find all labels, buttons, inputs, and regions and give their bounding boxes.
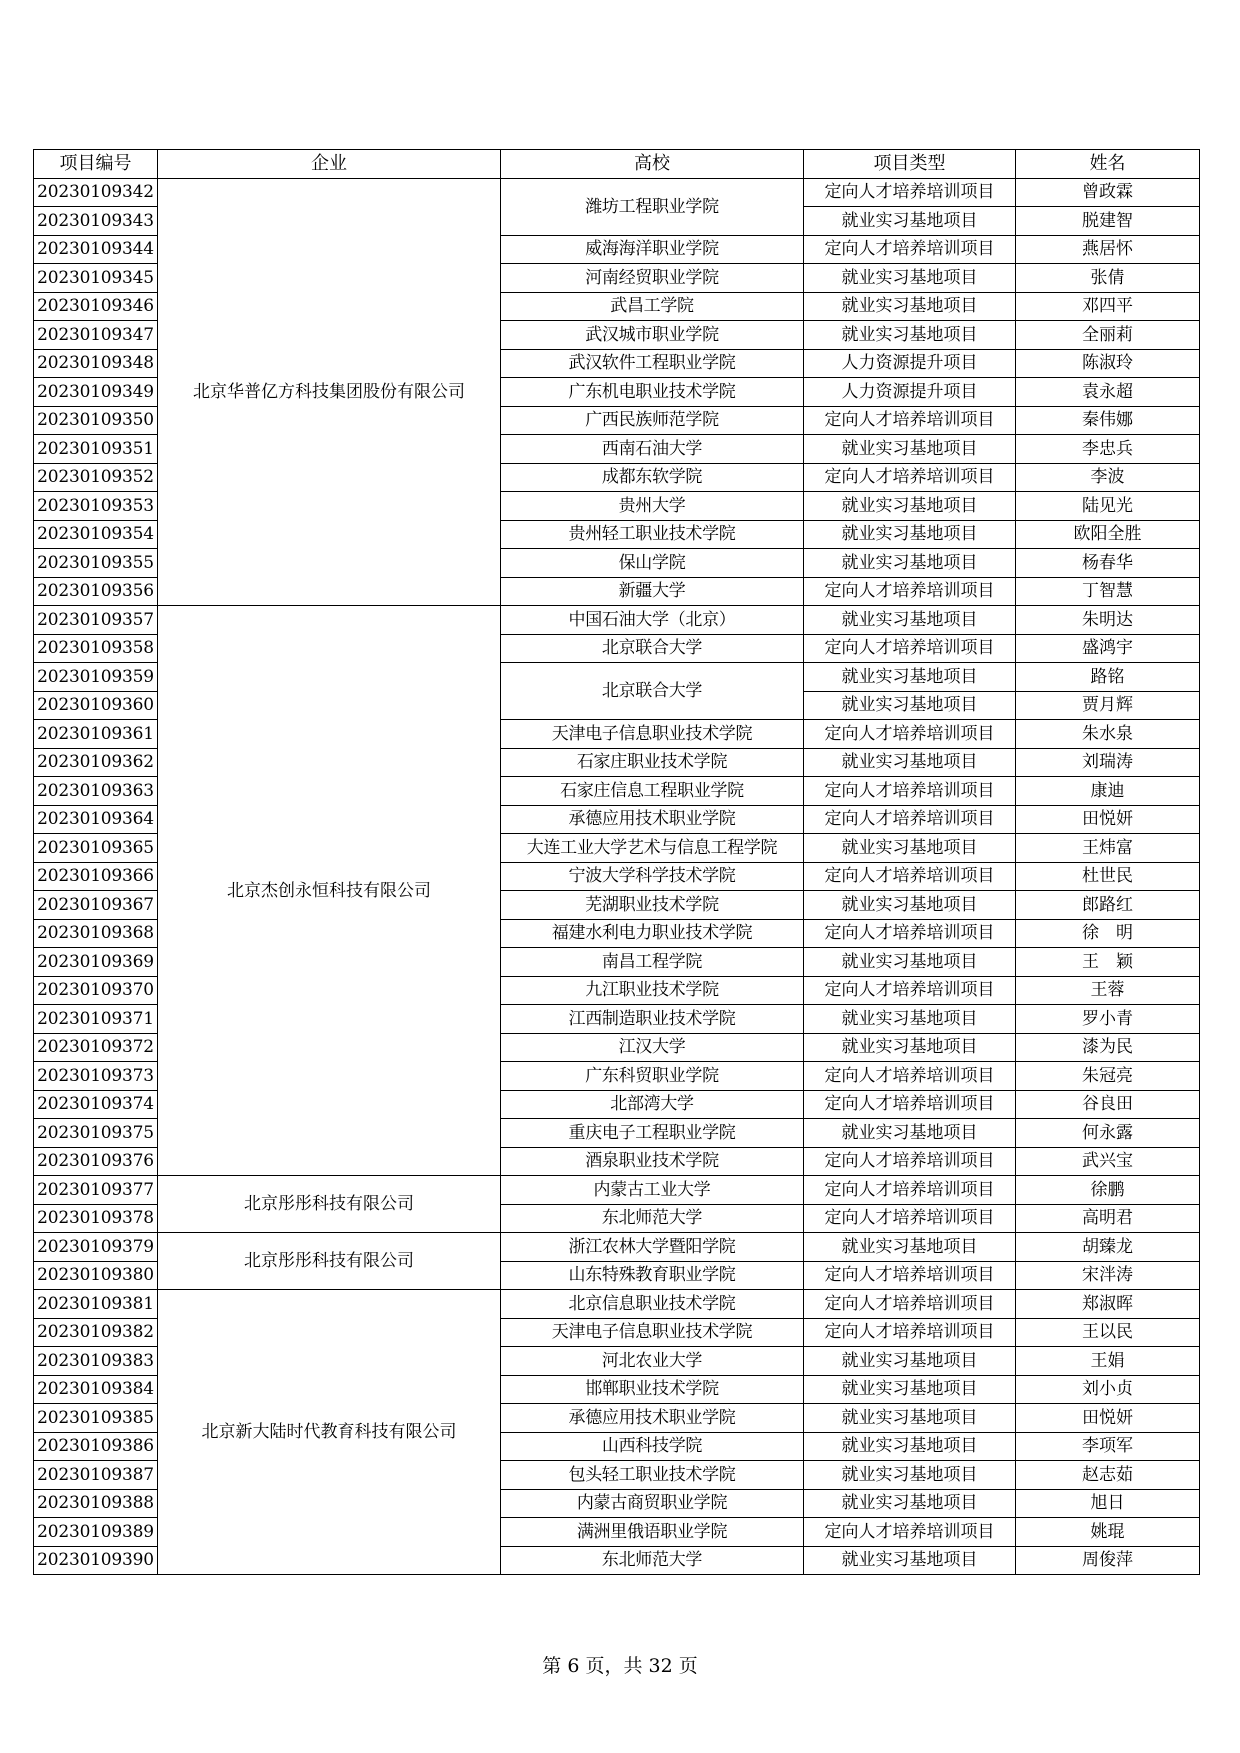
project-type-cell: 就业实习基地项目 — [804, 1233, 1016, 1262]
person-name-cell: 邓四平 — [1016, 292, 1200, 321]
project-type-cell: 就业实习基地项目 — [804, 321, 1016, 350]
project-id-cell: 20230109368 — [34, 919, 158, 948]
person-name-cell: 康迪 — [1016, 777, 1200, 806]
project-id-cell: 20230109362 — [34, 748, 158, 777]
table-body — [34, 178, 1200, 1575]
project-id-cell: 20230109372 — [34, 1033, 158, 1062]
project-id-cell: 20230109348 — [34, 349, 158, 378]
school-cell: 内蒙古商贸职业学院 — [501, 1489, 804, 1518]
project-id-cell: 20230109387 — [34, 1461, 158, 1490]
project-id-cell: 20230109352 — [34, 463, 158, 492]
school-cell: 河南经贸职业学院 — [501, 264, 804, 293]
project-id-cell: 20230109374 — [34, 1090, 158, 1119]
person-name-cell: 徐 明 — [1016, 919, 1200, 948]
project-id-cell: 20230109366 — [34, 862, 158, 891]
school-cell: 潍坊工程职业学院 — [501, 178, 804, 235]
project-type-cell: 就业实习基地项目 — [804, 691, 1016, 720]
table-row — [34, 1290, 1200, 1319]
project-type-cell: 就业实习基地项目 — [804, 1375, 1016, 1404]
person-name-cell: 郎路红 — [1016, 891, 1200, 920]
project-type-cell: 定向人才培养培训项目 — [804, 406, 1016, 435]
project-id-cell: 20230109360 — [34, 691, 158, 720]
project-id-cell: 20230109354 — [34, 520, 158, 549]
person-name-cell: 罗小青 — [1016, 1005, 1200, 1034]
project-type-cell: 定向人才培养培训项目 — [804, 777, 1016, 806]
project-type-cell: 定向人才培养培训项目 — [804, 1176, 1016, 1205]
header-id: 项目编号 — [34, 150, 158, 179]
project-type-cell: 定向人才培养培训项目 — [804, 1518, 1016, 1547]
project-type-cell: 就业实习基地项目 — [804, 1005, 1016, 1034]
school-cell: 包头轻工职业技术学院 — [501, 1461, 804, 1490]
table-row — [34, 606, 1200, 635]
project-type-cell: 就业实习基地项目 — [804, 1119, 1016, 1148]
project-id-cell: 20230109389 — [34, 1518, 158, 1547]
school-cell: 广东机电职业技术学院 — [501, 378, 804, 407]
project-type-cell: 就业实习基地项目 — [804, 1546, 1016, 1575]
person-name-cell: 田悦妍 — [1016, 805, 1200, 834]
project-type-cell: 就业实习基地项目 — [804, 948, 1016, 977]
project-type-cell: 就业实习基地项目 — [804, 1404, 1016, 1433]
person-name-cell: 朱冠亮 — [1016, 1062, 1200, 1091]
school-cell: 江汉大学 — [501, 1033, 804, 1062]
project-id-cell: 20230109383 — [34, 1347, 158, 1376]
project-type-cell: 就业实习基地项目 — [804, 435, 1016, 464]
project-type-cell: 定向人才培养培训项目 — [804, 1204, 1016, 1233]
company-cell: 北京彤彤科技有限公司 — [158, 1233, 501, 1290]
person-name-cell: 赵志茹 — [1016, 1461, 1200, 1490]
table-row — [34, 1233, 1200, 1262]
project-id-cell: 20230109371 — [34, 1005, 158, 1034]
project-type-cell: 定向人才培养培训项目 — [804, 919, 1016, 948]
school-cell: 北部湾大学 — [501, 1090, 804, 1119]
school-cell: 承德应用技术职业学院 — [501, 1404, 804, 1433]
school-cell: 威海海洋职业学院 — [501, 235, 804, 264]
person-name-cell: 王蓉 — [1016, 976, 1200, 1005]
page-footer: 第 6 页，共 32 页 — [542, 1655, 698, 1677]
person-name-cell: 朱明达 — [1016, 606, 1200, 635]
school-cell: 山西科技学院 — [501, 1432, 804, 1461]
school-cell: 武汉软件工程职业学院 — [501, 349, 804, 378]
person-name-cell: 秦伟娜 — [1016, 406, 1200, 435]
person-name-cell: 袁永超 — [1016, 378, 1200, 407]
school-cell: 邯郸职业技术学院 — [501, 1375, 804, 1404]
project-id-cell: 20230109347 — [34, 321, 158, 350]
project-id-cell: 20230109350 — [34, 406, 158, 435]
person-name-cell: 李忠兵 — [1016, 435, 1200, 464]
school-cell: 东北师范大学 — [501, 1204, 804, 1233]
person-name-cell: 田悦妍 — [1016, 1404, 1200, 1433]
company-cell: 北京彤彤科技有限公司 — [158, 1176, 501, 1233]
project-id-cell: 20230109357 — [34, 606, 158, 635]
school-cell: 天津电子信息职业技术学院 — [501, 720, 804, 749]
project-id-cell: 20230109377 — [34, 1176, 158, 1205]
project-id-cell: 20230109358 — [34, 634, 158, 663]
school-cell: 贵州大学 — [501, 492, 804, 521]
school-cell: 武汉城市职业学院 — [501, 321, 804, 350]
person-name-cell: 徐鹏 — [1016, 1176, 1200, 1205]
project-type-cell: 就业实习基地项目 — [804, 1033, 1016, 1062]
project-type-cell: 定向人才培养培训项目 — [804, 1147, 1016, 1176]
person-name-cell: 贾月辉 — [1016, 691, 1200, 720]
person-name-cell: 张倩 — [1016, 264, 1200, 293]
project-type-cell: 定向人才培养培训项目 — [804, 720, 1016, 749]
project-id-cell: 20230109384 — [34, 1375, 158, 1404]
person-name-cell: 王 颖 — [1016, 948, 1200, 977]
project-type-cell: 定向人才培养培训项目 — [804, 1290, 1016, 1319]
project-type-cell: 就业实习基地项目 — [804, 834, 1016, 863]
project-id-cell: 20230109349 — [34, 378, 158, 407]
project-type-cell: 就业实习基地项目 — [804, 264, 1016, 293]
person-name-cell: 刘瑞涛 — [1016, 748, 1200, 777]
school-cell: 中国石油大学（北京） — [501, 606, 804, 635]
project-type-cell: 定向人才培养培训项目 — [804, 235, 1016, 264]
school-cell: 西南石油大学 — [501, 435, 804, 464]
person-name-cell: 王娟 — [1016, 1347, 1200, 1376]
project-id-cell: 20230109380 — [34, 1261, 158, 1290]
school-cell: 满洲里俄语职业学院 — [501, 1518, 804, 1547]
person-name-cell: 杜世民 — [1016, 862, 1200, 891]
project-id-cell: 20230109381 — [34, 1290, 158, 1319]
person-name-cell: 王以民 — [1016, 1318, 1200, 1347]
school-cell: 天津电子信息职业技术学院 — [501, 1318, 804, 1347]
school-cell: 北京联合大学 — [501, 663, 804, 720]
header-name: 姓名 — [1016, 150, 1200, 179]
project-id-cell: 20230109342 — [34, 178, 158, 207]
school-cell: 承德应用技术职业学院 — [501, 805, 804, 834]
school-cell: 内蒙古工业大学 — [501, 1176, 804, 1205]
person-name-cell: 何永露 — [1016, 1119, 1200, 1148]
school-cell: 浙江农林大学暨阳学院 — [501, 1233, 804, 1262]
project-id-cell: 20230109388 — [34, 1489, 158, 1518]
header-type: 项目类型 — [804, 150, 1016, 179]
school-cell: 保山学院 — [501, 549, 804, 578]
company-cell: 北京杰创永恒科技有限公司 — [158, 606, 501, 1176]
school-cell: 九江职业技术学院 — [501, 976, 804, 1005]
project-type-cell: 定向人才培养培训项目 — [804, 805, 1016, 834]
person-name-cell: 脱建智 — [1016, 207, 1200, 236]
project-type-cell: 就业实习基地项目 — [804, 606, 1016, 635]
project-id-cell: 20230109378 — [34, 1204, 158, 1233]
project-type-cell: 定向人才培养培训项目 — [804, 976, 1016, 1005]
person-name-cell: 刘小贞 — [1016, 1375, 1200, 1404]
project-type-cell: 就业实习基地项目 — [804, 748, 1016, 777]
person-name-cell: 李项军 — [1016, 1432, 1200, 1461]
school-cell: 南昌工程学院 — [501, 948, 804, 977]
project-id-cell: 20230109355 — [34, 549, 158, 578]
person-name-cell: 武兴宝 — [1016, 1147, 1200, 1176]
school-cell: 重庆电子工程职业学院 — [501, 1119, 804, 1148]
person-name-cell: 漆为民 — [1016, 1033, 1200, 1062]
project-type-cell: 定向人才培养培训项目 — [804, 463, 1016, 492]
person-name-cell: 旭日 — [1016, 1489, 1200, 1518]
person-name-cell: 郑淑晖 — [1016, 1290, 1200, 1319]
project-id-cell: 20230109373 — [34, 1062, 158, 1091]
project-id-cell: 20230109369 — [34, 948, 158, 977]
person-name-cell: 宋泮涛 — [1016, 1261, 1200, 1290]
project-type-cell: 人力资源提升项目 — [804, 378, 1016, 407]
project-id-cell: 20230109376 — [34, 1147, 158, 1176]
project-id-cell: 20230109359 — [34, 663, 158, 692]
project-type-cell: 就业实习基地项目 — [804, 292, 1016, 321]
school-cell: 成都东软学院 — [501, 463, 804, 492]
project-id-cell: 20230109363 — [34, 777, 158, 806]
project-type-cell: 定向人才培养培训项目 — [804, 1261, 1016, 1290]
project-type-cell: 就业实习基地项目 — [804, 1461, 1016, 1490]
project-type-cell: 人力资源提升项目 — [804, 349, 1016, 378]
header-school: 高校 — [501, 150, 804, 179]
project-table — [33, 149, 1200, 1575]
person-name-cell: 李波 — [1016, 463, 1200, 492]
school-cell: 江西制造职业技术学院 — [501, 1005, 804, 1034]
school-cell: 广东科贸职业学院 — [501, 1062, 804, 1091]
person-name-cell: 燕居怀 — [1016, 235, 1200, 264]
project-type-cell: 就业实习基地项目 — [804, 492, 1016, 521]
project-type-cell: 就业实习基地项目 — [804, 1489, 1016, 1518]
project-id-cell: 20230109385 — [34, 1404, 158, 1433]
school-cell: 宁波大学科学技术学院 — [501, 862, 804, 891]
project-id-cell: 20230109345 — [34, 264, 158, 293]
project-type-cell: 就业实习基地项目 — [804, 207, 1016, 236]
person-name-cell: 丁智慧 — [1016, 577, 1200, 606]
person-name-cell: 曾政霖 — [1016, 178, 1200, 207]
school-cell: 福建水利电力职业技术学院 — [501, 919, 804, 948]
project-id-cell: 20230109361 — [34, 720, 158, 749]
project-type-cell: 定向人才培养培训项目 — [804, 634, 1016, 663]
company-cell: 北京新大陆时代教育科技有限公司 — [158, 1290, 501, 1575]
school-cell: 大连工业大学艺术与信息工程学院 — [501, 834, 804, 863]
person-name-cell: 陈淑玲 — [1016, 349, 1200, 378]
school-cell: 贵州轻工职业技术学院 — [501, 520, 804, 549]
project-id-cell: 20230109364 — [34, 805, 158, 834]
project-id-cell: 20230109344 — [34, 235, 158, 264]
project-type-cell: 定向人才培养培训项目 — [804, 1318, 1016, 1347]
school-cell: 武昌工学院 — [501, 292, 804, 321]
header-company: 企业 — [158, 150, 501, 179]
project-type-cell: 定向人才培养培训项目 — [804, 1090, 1016, 1119]
project-id-cell: 20230109365 — [34, 834, 158, 863]
company-cell: 北京华普亿方科技集团股份有限公司 — [158, 178, 501, 606]
project-type-cell: 就业实习基地项目 — [804, 1347, 1016, 1376]
project-type-cell: 定向人才培养培训项目 — [804, 862, 1016, 891]
school-cell: 北京联合大学 — [501, 634, 804, 663]
person-name-cell: 谷良田 — [1016, 1090, 1200, 1119]
person-name-cell: 朱水泉 — [1016, 720, 1200, 749]
project-id-cell: 20230109382 — [34, 1318, 158, 1347]
school-cell: 河北农业大学 — [501, 1347, 804, 1376]
person-name-cell: 周俊萍 — [1016, 1546, 1200, 1575]
school-cell: 新疆大学 — [501, 577, 804, 606]
school-cell: 石家庄职业技术学院 — [501, 748, 804, 777]
project-id-cell: 20230109375 — [34, 1119, 158, 1148]
project-id-cell: 20230109356 — [34, 577, 158, 606]
project-id-cell: 20230109379 — [34, 1233, 158, 1262]
school-cell: 北京信息职业技术学院 — [501, 1290, 804, 1319]
project-type-cell: 定向人才培养培训项目 — [804, 577, 1016, 606]
project-type-cell: 就业实习基地项目 — [804, 549, 1016, 578]
table-row — [34, 178, 1200, 207]
project-id-cell: 20230109390 — [34, 1546, 158, 1575]
school-cell: 广西民族师范学院 — [501, 406, 804, 435]
project-id-cell: 20230109353 — [34, 492, 158, 521]
school-cell: 山东特殊教育职业学院 — [501, 1261, 804, 1290]
project-id-cell: 20230109343 — [34, 207, 158, 236]
project-id-cell: 20230109370 — [34, 976, 158, 1005]
person-name-cell: 全丽莉 — [1016, 321, 1200, 350]
person-name-cell: 姚琨 — [1016, 1518, 1200, 1547]
school-cell: 酒泉职业技术学院 — [501, 1147, 804, 1176]
project-type-cell: 定向人才培养培训项目 — [804, 178, 1016, 207]
person-name-cell: 高明君 — [1016, 1204, 1200, 1233]
project-type-cell: 就业实习基地项目 — [804, 520, 1016, 549]
project-type-cell: 就业实习基地项目 — [804, 663, 1016, 692]
person-name-cell: 路铭 — [1016, 663, 1200, 692]
school-cell: 芜湖职业技术学院 — [501, 891, 804, 920]
person-name-cell: 欧阳全胜 — [1016, 520, 1200, 549]
project-type-cell: 就业实习基地项目 — [804, 891, 1016, 920]
person-name-cell: 盛鸿宇 — [1016, 634, 1200, 663]
person-name-cell: 杨春华 — [1016, 549, 1200, 578]
project-id-cell: 20230109386 — [34, 1432, 158, 1461]
person-name-cell: 胡臻龙 — [1016, 1233, 1200, 1262]
project-type-cell: 就业实习基地项目 — [804, 1432, 1016, 1461]
project-id-cell: 20230109367 — [34, 891, 158, 920]
header-row — [34, 150, 1200, 179]
project-id-cell: 20230109346 — [34, 292, 158, 321]
project-type-cell: 定向人才培养培训项目 — [804, 1062, 1016, 1091]
person-name-cell: 陆见光 — [1016, 492, 1200, 521]
project-id-cell: 20230109351 — [34, 435, 158, 464]
person-name-cell: 王炜富 — [1016, 834, 1200, 863]
school-cell: 东北师范大学 — [501, 1546, 804, 1575]
school-cell: 石家庄信息工程职业学院 — [501, 777, 804, 806]
table-row — [34, 1176, 1200, 1205]
